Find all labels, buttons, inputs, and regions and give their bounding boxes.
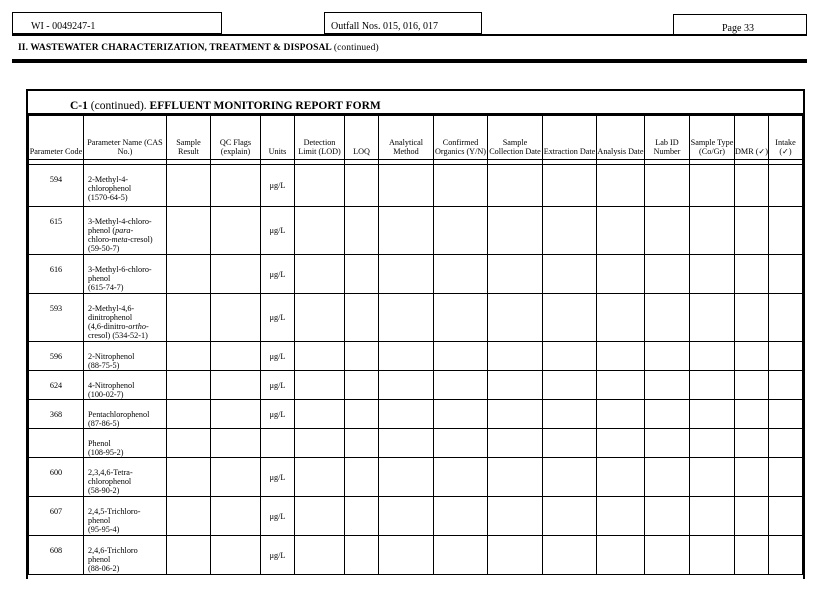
parameter-name-line: (4,6-dinitro-ortho- [88,322,149,331]
entry-cell[interactable] [167,371,211,400]
entry-cell[interactable] [434,536,488,575]
entry-cell[interactable] [345,371,379,400]
parameter-name-line: phenol [88,274,111,283]
entry-cell[interactable] [735,429,769,458]
column-header-loq: LOQ [345,116,379,160]
entry-cell[interactable] [434,255,488,294]
parameter-name-line: (95-95-4) [88,525,120,534]
table-row [29,165,803,207]
entry-cell[interactable] [488,400,543,429]
parameter-code: 607 [29,497,84,536]
entry-cell[interactable] [645,165,690,207]
entry-cell[interactable] [295,497,345,536]
entry-cell[interactable] [379,255,434,294]
entry-cell[interactable] [488,294,543,342]
entry-cell[interactable] [167,458,211,497]
parameter-name [84,458,167,497]
entry-cell[interactable] [543,342,597,371]
entry-cell[interactable] [597,342,645,371]
parameter-code: 615 [29,207,84,255]
entry-cell[interactable] [690,255,735,294]
units-cell [261,429,295,458]
entry-cell[interactable] [211,255,261,294]
entry-cell[interactable] [735,371,769,400]
entry-cell[interactable] [379,429,434,458]
parameter-name-line: (100-02-7) [88,390,124,399]
entry-cell[interactable] [735,342,769,371]
section-rule [12,59,807,63]
entry-cell[interactable] [488,255,543,294]
entry-cell[interactable] [543,371,597,400]
entry-cell[interactable] [769,497,803,536]
parameter-name [84,400,167,429]
form-continued: (continued). [90,100,147,112]
entry-cell[interactable] [690,497,735,536]
parameter-name-line: (108-95-2) [88,448,124,457]
table-row [29,255,803,294]
entry-cell[interactable] [597,400,645,429]
entry-cell[interactable] [345,294,379,342]
entry-cell[interactable] [167,165,211,207]
entry-cell[interactable] [379,497,434,536]
header-rule [12,34,807,36]
entry-cell[interactable] [434,207,488,255]
column-header-sample-type-co-gr: Sample Type (Co/Gr) [690,116,735,160]
entry-cell[interactable] [434,497,488,536]
form-id: C-1 [70,100,88,112]
entry-cell[interactable] [543,536,597,575]
parameter-name [84,294,167,342]
entry-cell[interactable] [543,294,597,342]
entry-cell[interactable] [379,536,434,575]
entry-cell[interactable] [167,207,211,255]
entry-cell[interactable] [488,497,543,536]
parameter-name-line: chloro-meta-cresol) [88,235,153,244]
entry-cell[interactable] [345,429,379,458]
parameter-name-line: (59-50-7) [88,244,120,253]
table-row [29,458,803,497]
units-cell: μg/L [261,400,295,429]
column-header-detection-limit-lod: Detection Limit (LOD) [295,116,345,160]
entry-cell[interactable] [769,207,803,255]
parameter-name [84,429,167,458]
entry-cell[interactable] [488,429,543,458]
parameter-name-line: 3-Methyl-6-chloro- [88,265,152,274]
entry-cell[interactable] [597,207,645,255]
column-header-row [29,116,803,160]
entry-cell[interactable] [543,400,597,429]
section-heading [18,43,379,53]
parameter-name [84,342,167,371]
parameter-name-line: 2,4,5-Trichloro- [88,507,141,516]
entry-cell[interactable] [488,165,543,207]
entry-cell[interactable] [345,207,379,255]
column-header-lab-id-number: Lab ID Number [645,116,690,160]
entry-cell[interactable] [769,371,803,400]
parameter-name-line: 2,4,6-Trichloro [88,546,138,555]
outfall-numbers: Outfall Nos. 015, 016, 017 [331,21,438,32]
entry-cell[interactable] [434,342,488,371]
entry-cell[interactable] [434,429,488,458]
entry-cell[interactable] [769,400,803,429]
section-continued: (continued) [333,43,379,53]
entry-cell[interactable] [295,255,345,294]
parameter-name-line: 2,3,4,6-Tetra- [88,468,133,477]
units-cell: μg/L [261,165,295,207]
permit-number-box [12,12,222,34]
entry-cell[interactable] [434,165,488,207]
entry-cell[interactable] [645,207,690,255]
parameter-name [84,536,167,575]
entry-cell[interactable] [690,342,735,371]
entry-cell[interactable] [211,207,261,255]
entry-cell[interactable] [345,342,379,371]
entry-cell[interactable] [769,342,803,371]
parameter-name-line: 2-Methyl-4- [88,175,129,184]
parameter-name-line: (1570-64-5) [88,193,128,202]
entry-cell[interactable] [379,342,434,371]
entry-cell[interactable] [735,207,769,255]
table-row [29,371,803,400]
entry-cell[interactable] [434,294,488,342]
entry-cell[interactable] [769,294,803,342]
entry-cell[interactable] [434,400,488,429]
entry-cell[interactable] [379,371,434,400]
entry-cell[interactable] [167,429,211,458]
column-header-sample-collection-date: Sample Collection Date [488,116,543,160]
entry-cell[interactable] [645,458,690,497]
entry-cell[interactable] [690,458,735,497]
table-row [29,429,803,458]
entry-cell[interactable] [690,429,735,458]
column-header-dmr: DMR (✓) [735,116,769,160]
units-cell: μg/L [261,207,295,255]
entry-cell[interactable] [769,165,803,207]
entry-cell[interactable] [211,371,261,400]
parameter-name-line: phenol (para- [88,226,134,235]
entry-cell[interactable] [488,458,543,497]
column-header-intake: Intake (✓) [769,116,803,160]
entry-cell[interactable] [434,371,488,400]
parameter-name-line: (88-06-2) [88,564,120,573]
entry-cell[interactable] [379,458,434,497]
page-number: Page 33 [722,23,754,34]
parameter-name-line: (58-90-2) [88,486,120,495]
column-header-qc-flags-explain: QC Flags (explain) [211,116,261,160]
parameter-name-line: chlorophenol [88,477,132,486]
entry-cell[interactable] [735,458,769,497]
entry-cell[interactable] [543,429,597,458]
entry-cell[interactable] [167,342,211,371]
entry-cell[interactable] [645,342,690,371]
entry-cell[interactable] [543,165,597,207]
entry-cell[interactable] [645,255,690,294]
entry-cell[interactable] [645,536,690,575]
entry-cell[interactable] [295,207,345,255]
parameter-code [29,429,84,458]
entry-cell[interactable] [488,342,543,371]
table-row [29,294,803,342]
entry-cell[interactable] [597,497,645,536]
entry-cell[interactable] [543,497,597,536]
entry-cell[interactable] [379,207,434,255]
entry-cell[interactable] [597,536,645,575]
entry-cell[interactable] [735,536,769,575]
monitoring-table [28,115,803,575]
column-header-confirmed-organics-y-n: Confirmed Organics (Y/N) [434,116,488,160]
parameter-code: 624 [29,371,84,400]
entry-cell[interactable] [167,400,211,429]
parameter-code: 594 [29,165,84,207]
column-header-units: Units [261,116,295,160]
entry-cell[interactable] [488,536,543,575]
parameter-name-line: dinitrophenol [88,313,133,322]
column-header-analysis-date: Analysis Date [597,116,645,160]
entry-cell[interactable] [211,165,261,207]
units-cell: μg/L [261,371,295,400]
parameter-name-line: 2-Nitrophenol [88,352,135,361]
entry-cell[interactable] [690,536,735,575]
entry-cell[interactable] [345,497,379,536]
table-row [29,400,803,429]
column-header-parameter-name-cas-no: Parameter Name (CAS No.) [84,116,167,160]
entry-cell[interactable] [690,400,735,429]
parameter-name-line: (87-86-5) [88,419,120,428]
units-cell: μg/L [261,536,295,575]
entry-cell[interactable] [690,294,735,342]
parameter-name-line: Phenol [88,439,111,448]
column-header-sample-result: Sample Result [167,116,211,160]
parameter-name [84,255,167,294]
entry-cell[interactable] [295,536,345,575]
units-cell: μg/L [261,255,295,294]
entry-cell[interactable] [769,255,803,294]
effluent-form [26,89,805,579]
entry-cell[interactable] [295,400,345,429]
form-title [28,91,803,115]
entry-cell[interactable] [295,371,345,400]
entry-cell[interactable] [690,371,735,400]
entry-cell[interactable] [345,458,379,497]
entry-cell[interactable] [295,458,345,497]
entry-cell[interactable] [345,400,379,429]
entry-cell[interactable] [167,294,211,342]
entry-cell[interactable] [735,255,769,294]
entry-cell[interactable] [645,294,690,342]
entry-cell[interactable] [597,429,645,458]
entry-cell[interactable] [211,429,261,458]
page-number-box [673,14,807,36]
column-header-parameter-code: Parameter Code [29,116,84,160]
entry-cell[interactable] [690,207,735,255]
parameter-name-line: 4-Nitrophenol [88,381,135,390]
entry-cell[interactable] [434,458,488,497]
entry-cell[interactable] [345,536,379,575]
entry-cell[interactable] [488,207,543,255]
table-row [29,497,803,536]
parameter-name-line: (88-75-5) [88,361,120,370]
entry-cell[interactable] [645,497,690,536]
entry-cell[interactable] [167,255,211,294]
parameter-name-line: phenol [88,555,111,564]
entry-cell[interactable] [769,429,803,458]
entry-cell[interactable] [735,294,769,342]
parameter-name-line: (615-74-7) [88,283,124,292]
entry-cell[interactable] [735,165,769,207]
parameter-code: 596 [29,342,84,371]
entry-cell[interactable] [345,165,379,207]
parameter-code: 368 [29,400,84,429]
entry-cell[interactable] [645,400,690,429]
entry-cell[interactable] [543,255,597,294]
parameter-name-line: chlorophenol [88,184,132,193]
parameter-code: 600 [29,458,84,497]
entry-cell[interactable] [379,165,434,207]
form-name: EFFLUENT MONITORING REPORT FORM [149,100,381,112]
entry-cell[interactable] [690,165,735,207]
entry-cell[interactable] [645,371,690,400]
entry-cell[interactable] [211,342,261,371]
column-header-analytical-method: Analytical Method [379,116,434,160]
entry-cell[interactable] [543,458,597,497]
units-cell: μg/L [261,342,295,371]
parameter-name [84,207,167,255]
table-row [29,342,803,371]
entry-cell[interactable] [597,255,645,294]
parameter-name-line: 3-Methyl-4-chloro- [88,217,152,226]
column-header-extraction-date: Extraction Date [543,116,597,160]
parameter-code: 593 [29,294,84,342]
entry-cell[interactable] [597,458,645,497]
entry-cell[interactable] [543,207,597,255]
parameter-name-line: Pentachlorophenol [88,410,150,419]
section-title: II. WASTEWATER CHARACTERIZATION, TREATMENT & DISPOSAL [18,43,332,53]
parameter-name-line: phenol [88,516,111,525]
entry-cell[interactable] [295,429,345,458]
parameter-name [84,497,167,536]
parameter-code: 616 [29,255,84,294]
entry-cell[interactable] [167,497,211,536]
entry-cell[interactable] [597,371,645,400]
entry-cell[interactable] [735,497,769,536]
entry-cell[interactable] [295,165,345,207]
entry-cell[interactable] [211,294,261,342]
entry-cell[interactable] [211,536,261,575]
parameter-name [84,165,167,207]
entry-cell[interactable] [295,342,345,371]
parameter-code: 608 [29,536,84,575]
table-row [29,207,803,255]
entry-cell[interactable] [488,371,543,400]
parameter-name-line: 2-Methyl-4,6- [88,304,135,313]
parameter-name-line: cresol) (534-52-1) [88,331,148,340]
entry-cell[interactable] [769,536,803,575]
entry-cell[interactable] [295,294,345,342]
entry-cell[interactable] [345,255,379,294]
entry-cell[interactable] [597,165,645,207]
entry-cell[interactable] [211,400,261,429]
entry-cell[interactable] [379,400,434,429]
entry-cell[interactable] [211,497,261,536]
entry-cell[interactable] [379,294,434,342]
parameter-name [84,371,167,400]
table-row [29,536,803,575]
entry-cell[interactable] [167,536,211,575]
entry-cell[interactable] [645,429,690,458]
units-cell: μg/L [261,294,295,342]
outfall-box [324,12,482,34]
entry-cell[interactable] [769,458,803,497]
units-cell: μg/L [261,497,295,536]
permit-number: WI - 0049247-1 [31,21,96,32]
entry-cell[interactable] [597,294,645,342]
entry-cell[interactable] [211,458,261,497]
units-cell: μg/L [261,458,295,497]
entry-cell[interactable] [735,400,769,429]
